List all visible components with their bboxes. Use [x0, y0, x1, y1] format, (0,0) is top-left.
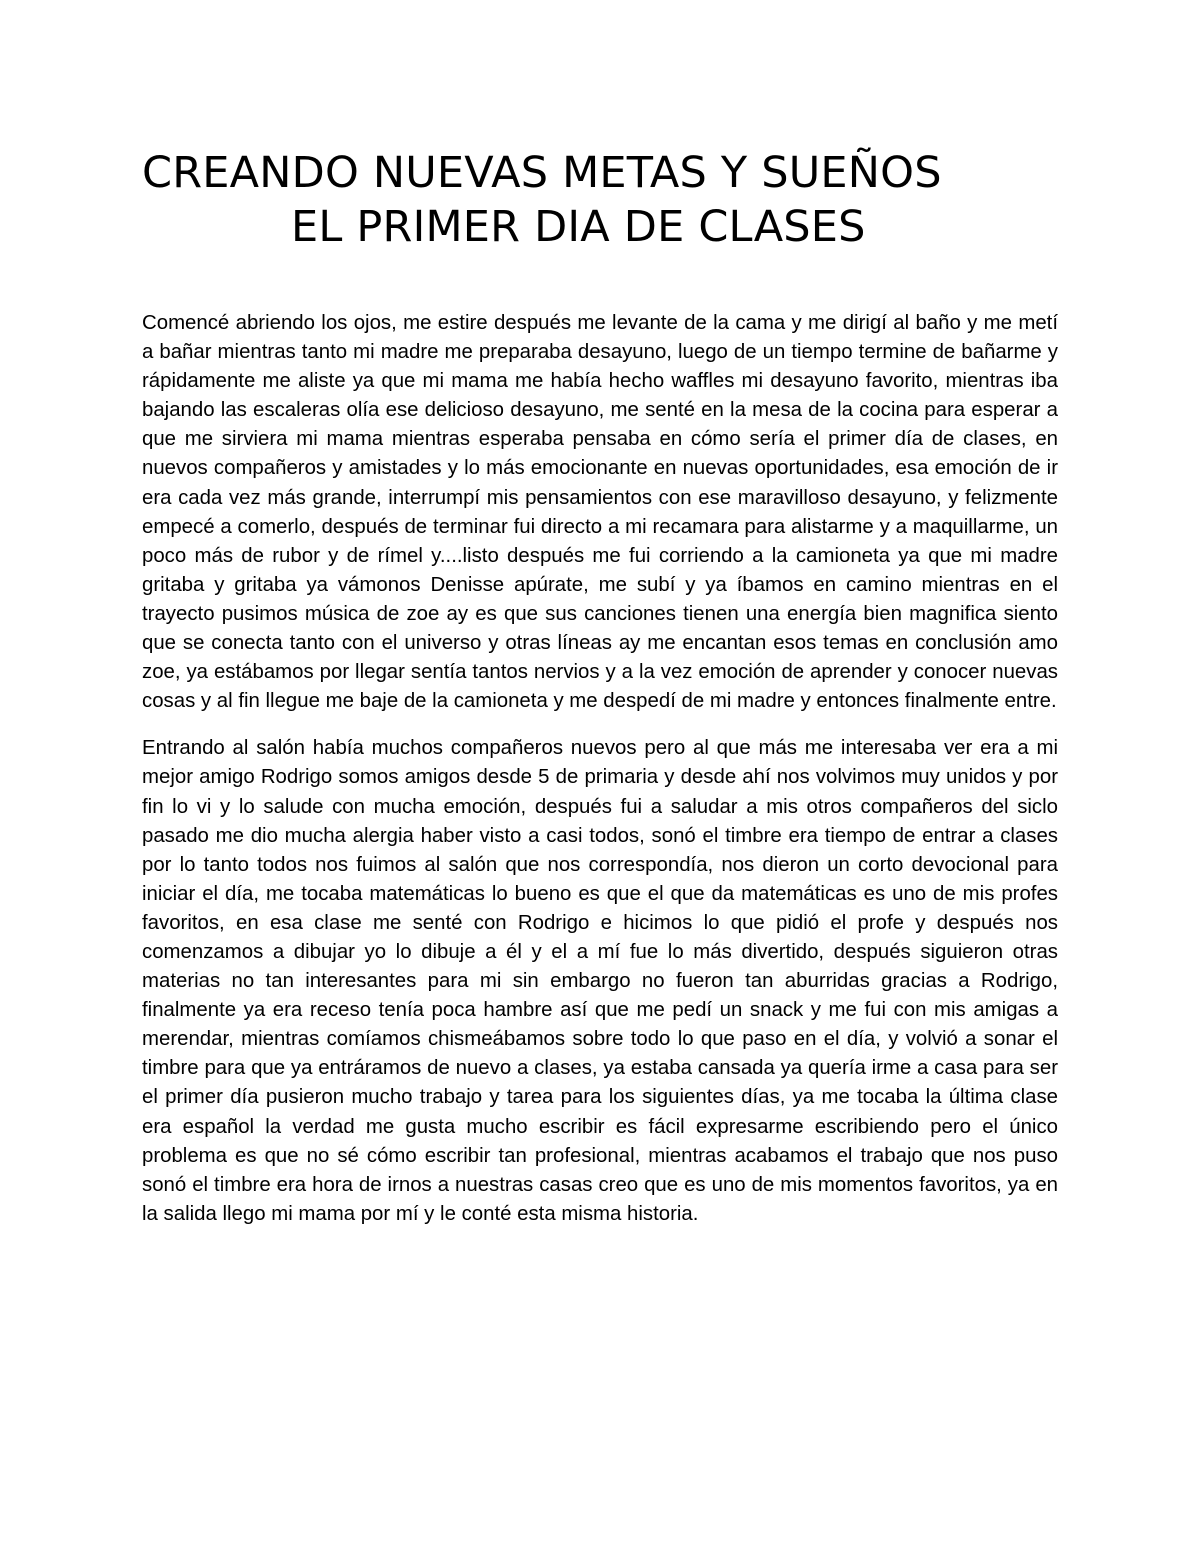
title-line-1: CREANDO NUEVAS METAS Y SUEÑOS	[142, 148, 942, 198]
document-body	[142, 309, 1058, 1229]
paragraph-2: Entrando al salón había muchos compañeros nuevos pero al que más me interesaba ver era a mi mejor amigo Rodrigo somos amigos desde 5 de primaria y desde ahí nos volvimos muy unidos y por fin lo vi y lo salude con mucha emoción, después fui a saludar a mis otros compañeros del siclo pasado me dio mucha alergia haber visto a casi todos, sonó el timbre era tiempo de entrar a clases por lo tanto todos nos fuimos al salón que nos correspondía, nos dieron un corto devocional para iniciar el día, me tocaba matemáticas lo bueno es que el que da matemáticas es uno de mis profes favoritos, en esa clase me senté con Rodrigo e hicimos lo que pidió el profe y después nos comenzamos a dibujar yo lo dibuje a él y el a mí fue lo más divertido, después siguieron otras materias no tan interesantes para mi sin embargo no fueron tan aburridas gracias a Rodrigo, finalmente ya era receso tenía poca hambre así que me pedí un snack y me fui con mis amigas a merendar, mientras comíamos chismeábamos sobre todo lo que paso en el día, y volvió a sonar el timbre para que ya entráramos de nuevo a clases, ya estaba cansada ya quería irme a casa para ser el primer día pusieron mucho trabajo y tarea para los siguientes días, ya me tocaba la última clase era español la verdad me gusta mucho escribir es fácil expresarme escribiendo pero el único problema es que no sé cómo escribir tan profesional, mientras acabamos el trabajo que nos puso sonó el timbre era hora de irnos a nuestras casas creo que es uno de mis momentos favoritos, ya en la salida llego mi mama por mí y le conté esta misma historia.	[142, 737, 1058, 1225]
document-title	[142, 146, 1072, 254]
title-line-2: EL PRIMER DIA DE CLASES	[291, 202, 866, 252]
paragraph-1: Comencé abriendo los ojos, me estire después me levante de la cama y me dirigí al baño y me metí a bañar mientras tanto mi madre me preparaba desayuno, luego de un tiempo termine de bañarme y rápidamente me aliste ya que mi mama me había hecho waffles mi desayuno favorito, mientras iba bajando las escaleras olía ese delicioso desayuno, me senté en la mesa de la cocina para esperar a que me sirviera mi mama mientras esperaba pensaba en cómo sería el primer día de clases, en nuevos compañeros y amistades y lo más emocionante en nuevas oportunidades, esa emoción de ir era cada vez más grande, interrumpí mis pensamientos con ese maravilloso desayuno, y felizmente empecé a comerlo, después de terminar fui directo a mi recamara para alistarme y a maquillarme, un poco más de rubor y de rímel y....listo después me fui corriendo a la camioneta ya que mi madre gritaba y gritaba ya vámonos Denisse apúrate, me subí y ya íbamos en camino mientras en el trayecto pusimos música de zoe ay es que sus canciones tienen una energía bien magnifica siento que se conecta tanto con el universo y otras líneas ay me encantan esos temas en conclusión amo zoe, ya estábamos por llegar sentía tantos nervios y a la vez emoción de aprender y conocer nuevas cosas y al fin llegue me baje de la camioneta y me despedí de mi madre y entonces finalmente entre.	[142, 312, 1058, 713]
